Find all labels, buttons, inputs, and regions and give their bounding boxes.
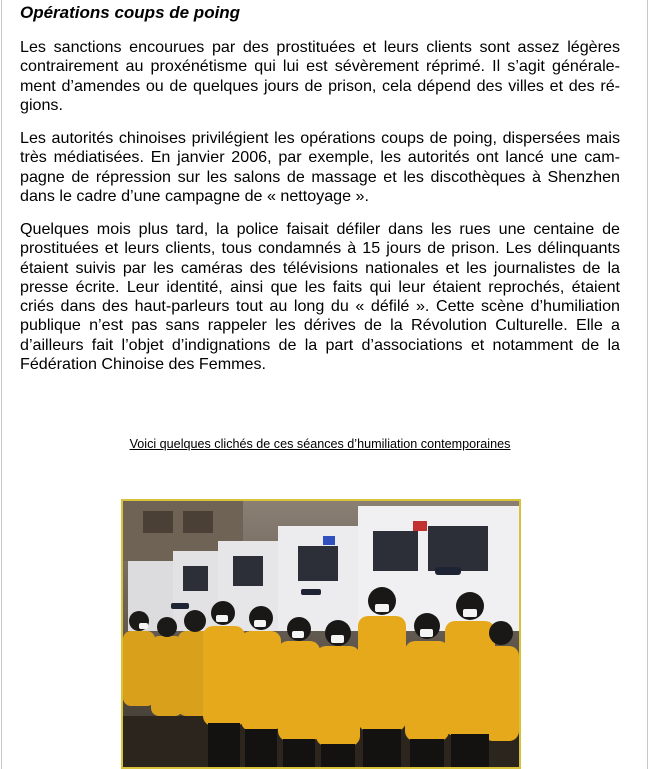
paragraph-operations: Les autorités chinoises privilégient les opérations coups de poing, dispersées mais très médiatisées. En janvier 2006, par exemple, les autorités ont lancé une campagne de répression sur les salons de massage et les discothèques à Shenzhen dans le cadre d’une campagne de « nettoyage ». — [20, 129, 620, 205]
article-title: Opérations coups de poing — [20, 3, 241, 22]
humiliation-photo[interactable] — [121, 499, 521, 769]
left-border-rule — [1, 0, 2, 769]
paragraph-defile: Quelques mois plus tard, la police faisait défiler dans les rues une centaine de prostituées et leurs clients, tous condamnés à 15 jours de prison. Les délinquants étaient suivis par les caméras des télévisions nationales et les journalistes de la presse écrite. Leur identité, ainsi que les faits qui leur étaient reprochés, étaient criés dans des haut-parleurs tout au long du « défilé ». Cette scène d’humiliation publique n’est pas sans rappeler les dérives de la Révolution Culturelle. Elle a d’ailleurs fait l’objet d’indignations de la part d’associations et notamment de la Fédération Chinoise des Femmes. — [20, 220, 620, 374]
paragraph-sanctions: Les sanctions encourues par des prostituées et leurs clients sont assez légères contrairement au proxénétisme qui lui est sévèrement réprimé. Il s’agit généralement d’amendes ou de quelques jours de prison, cela dépend des villes et des régions. — [20, 38, 620, 114]
photo-illustration — [123, 501, 519, 767]
photo-caption-link[interactable]: Voici quelques clichés de ces séances d’humiliation contemporaines — [129, 437, 511, 451]
